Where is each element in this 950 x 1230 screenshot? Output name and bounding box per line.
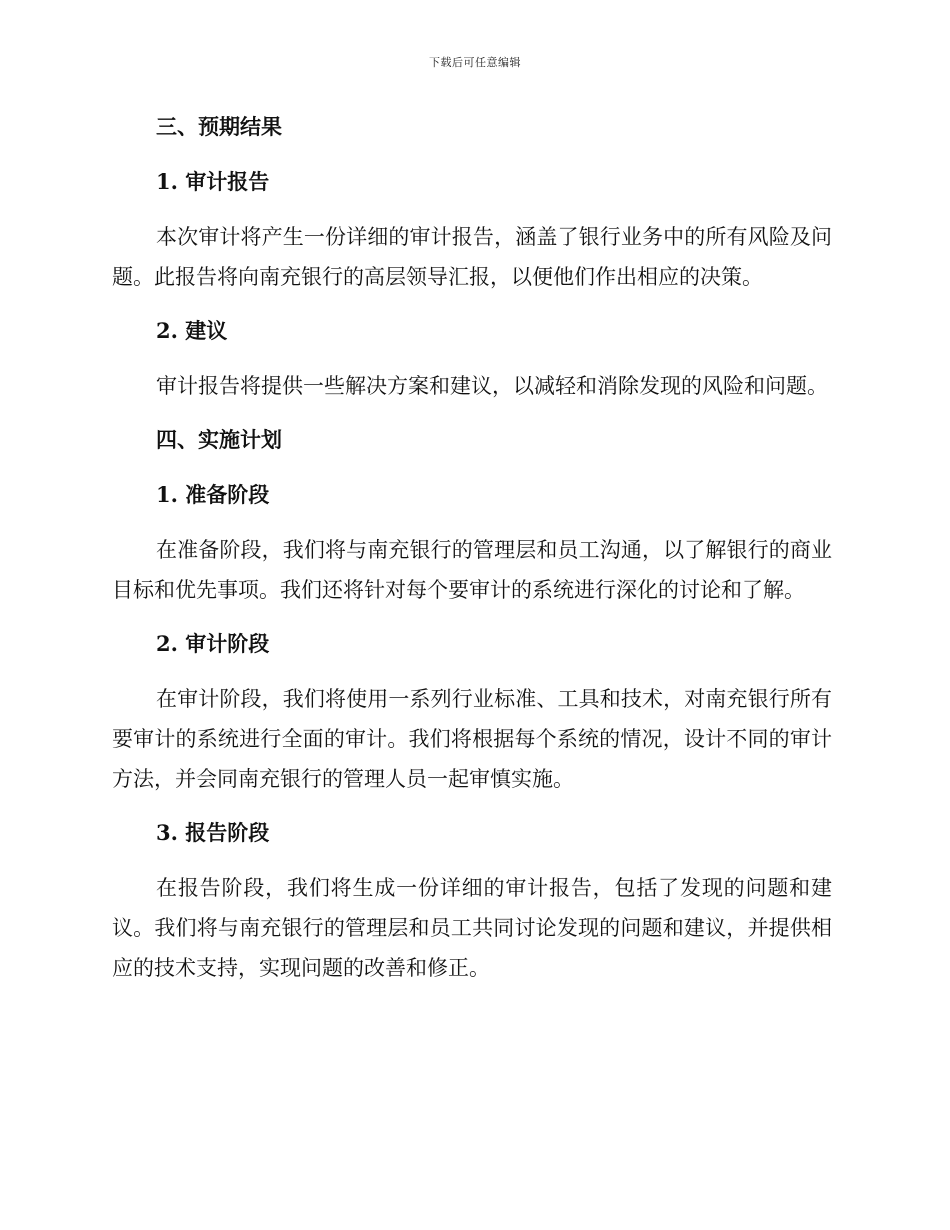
subsection-title-reporting-phase: 3. 报告阶段 (156, 820, 270, 845)
paragraph-recommendations: 审计报告将提供一些解决方案和建议，以减轻和消除发现的风险和问题。 (156, 374, 828, 398)
document-body (112, 108, 832, 1003)
paragraph-audit-report: 本次审计将产生一份详细的审计报告，涵盖了银行业务中的所有风险及问题。此报告将向南充银行的高层领导汇报，以便他们作出相应的决策。 (112, 225, 832, 289)
paragraph-preparation-phase: 在准备阶段，我们将与南充银行的管理层和员工沟通，以了解银行的商业目标和优先事项。我们还将针对每个要审计的系统进行深化的讨论和了解。 (112, 538, 832, 602)
section-title-implementation-plan: 四、实施计划 (156, 427, 282, 452)
section-title-expected-results: 三、预期结果 (156, 114, 282, 139)
page-header: 下载后可任意编辑 (429, 56, 521, 69)
subsection-title-recommendations: 2. 建议 (156, 318, 228, 343)
subsection-title-audit-report: 1. 审计报告 (156, 169, 270, 194)
subsection-title-preparation-phase: 1. 准备阶段 (156, 482, 270, 507)
subsection-title-audit-phase: 2. 审计阶段 (156, 631, 270, 656)
paragraph-audit-phase: 在审计阶段，我们将使用一系列行业标准、工具和技术，对南充银行所有要审计的系统进行全面的审计。我们将根据每个系统的情况，设计不同的审计方法，并会同南充银行的管理人员一起审慎实施。 (112, 687, 832, 791)
paragraph-reporting-phase: 在报告阶段，我们将生成一份详细的审计报告，包括了发现的问题和建议。我们将与南充银行的管理层和员工共同讨论发现的问题和建议，并提供相应的技术支持，实现问题的改善和修正。 (112, 876, 832, 980)
